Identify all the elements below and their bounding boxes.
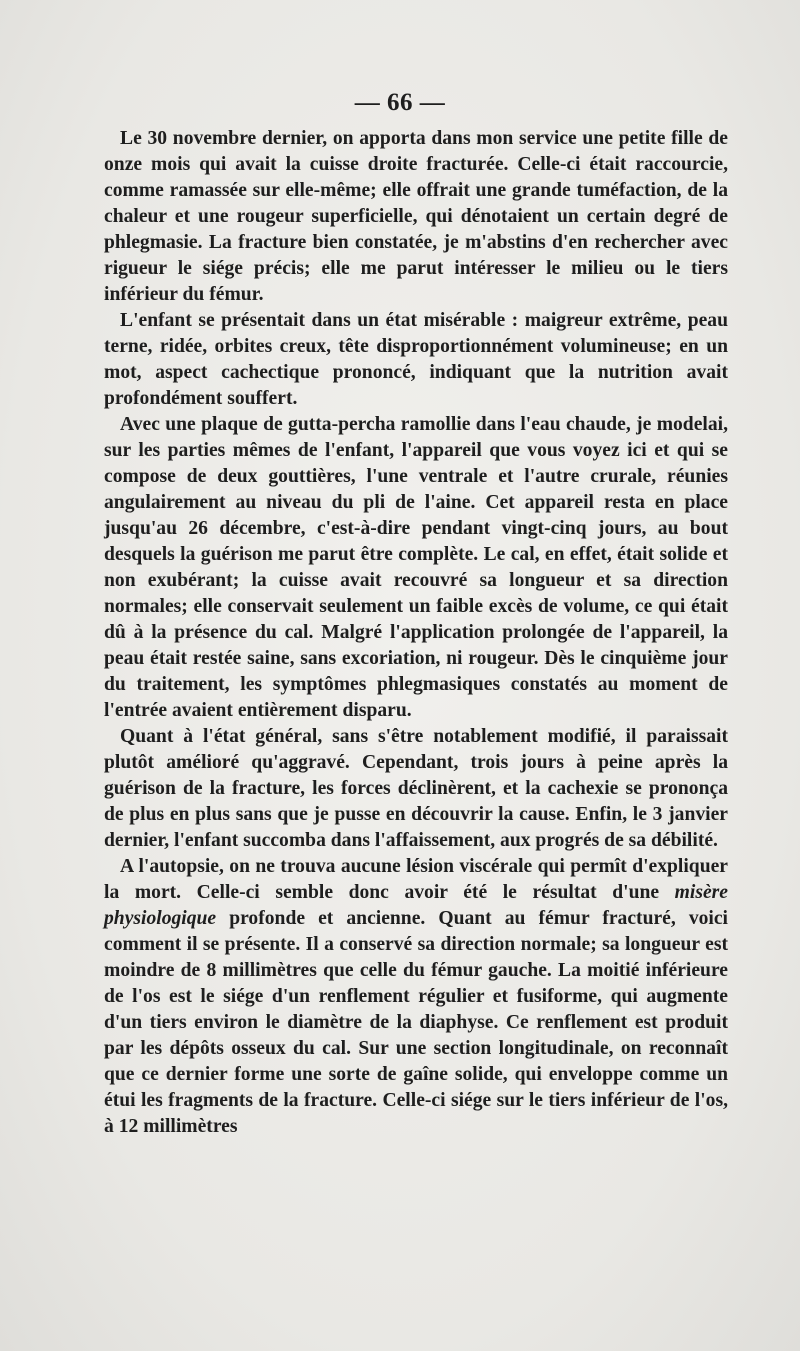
page-number: — 66 — <box>354 89 446 116</box>
paragraph-1: Le 30 novembre dernier, on apporta dans mon service une petite fille de onze mois qui avait la cuisse droite fracturée. Celle-ci était raccourcie, comme ramassée sur elle-même; elle offrait une grande tuméfaction, de la chaleur et une rougeur superficielle, qui dénotaient un certain degré de phlegmasie. La fracture bien constatée, je m'abstins d'en rechercher avec rigueur le siége précis; elle me parut intéresser le milieu ou le tiers inférieur du fémur. <box>104 128 728 305</box>
paragraph-5-end: profonde et ancienne. Quant au fémur fracturé, voici comment il se présente. Il a conservé sa direction normale; sa longueur est moindre de 8 millimètres que celle du fémur gauche. La moitié inférieure de l'os est le siége d'un renflement régulier et fusiforme, qui augmente d'un tiers environ le diamètre de la diaphyse. Ce renflement est produit par les dépôts osseux du cal. Sur une section longitudinale, on reconnaît que ce dernier forme une sorte de gaîne solide, qui enveloppe comme un étui les fragments de la fracture. Celle-ci siége sur le tiers inférieur de l'os, à 12 millimètres <box>104 908 728 1137</box>
paragraph-5-start: A l'autopsie, on ne trouva aucune lésion viscérale qui permît d'expliquer la mort. Celle-ci semble donc avoir été le résultat d'une <box>104 856 728 903</box>
paragraph-5 <box>104 854 728 1140</box>
paragraph-4: Quant à l'état général, sans s'être notablement modifié, il paraissait plutôt amélioré qu'aggravé. Cependant, trois jours à peine après la guérison de la fracture, les forces déclinèrent, et la cachexie se prononça de plus en plus sans que je pusse en découvrir la cause. Enfin, le 3 janvier dernier, l'enfant succomba dans l'affaissement, aux progrés de sa débilité. <box>104 726 728 851</box>
paragraph-3: Avec une plaque de gutta-percha ramollie dans l'eau chaude, je modelai, sur les parties mêmes de l'enfant, l'appareil que vous voyez ici et qui se compose de deux gouttières, l'une ventrale et l'autre crurale, réunies angulairement au niveau du pli de l'aine. Cet appareil resta en place jusqu'au 26 décembre, c'est-à-dire pendant vingt-cinq jours, au bout desquels la guérison me parut être complète. Le cal, en effet, était solide et non exubérant; la cuisse avait recouvré sa longueur et sa direction normales; elle conservait seulement un faible excès de volume, ce qui était dû à la présence du cal. Malgré l'application prolongée de l'appareil, la peau était restée saine, sans excoriation, ni rougeur. Dès le cinquième jour du traitement, les symptômes phlegmasiques constatés au moment de l'entrée avaient entièrement disparu. <box>104 414 728 721</box>
italic-term: misère physiologique <box>104 882 728 929</box>
paragraph-2: L'enfant se présentait dans un état misérable : maigreur extrême, peau terne, ridée, orbites creux, tête disproportionnément volumineuse; en un mot, aspect cachectique prononcé, indiquant que la nutrition avait profondément souffert. <box>104 310 728 409</box>
body-text <box>104 126 728 1140</box>
